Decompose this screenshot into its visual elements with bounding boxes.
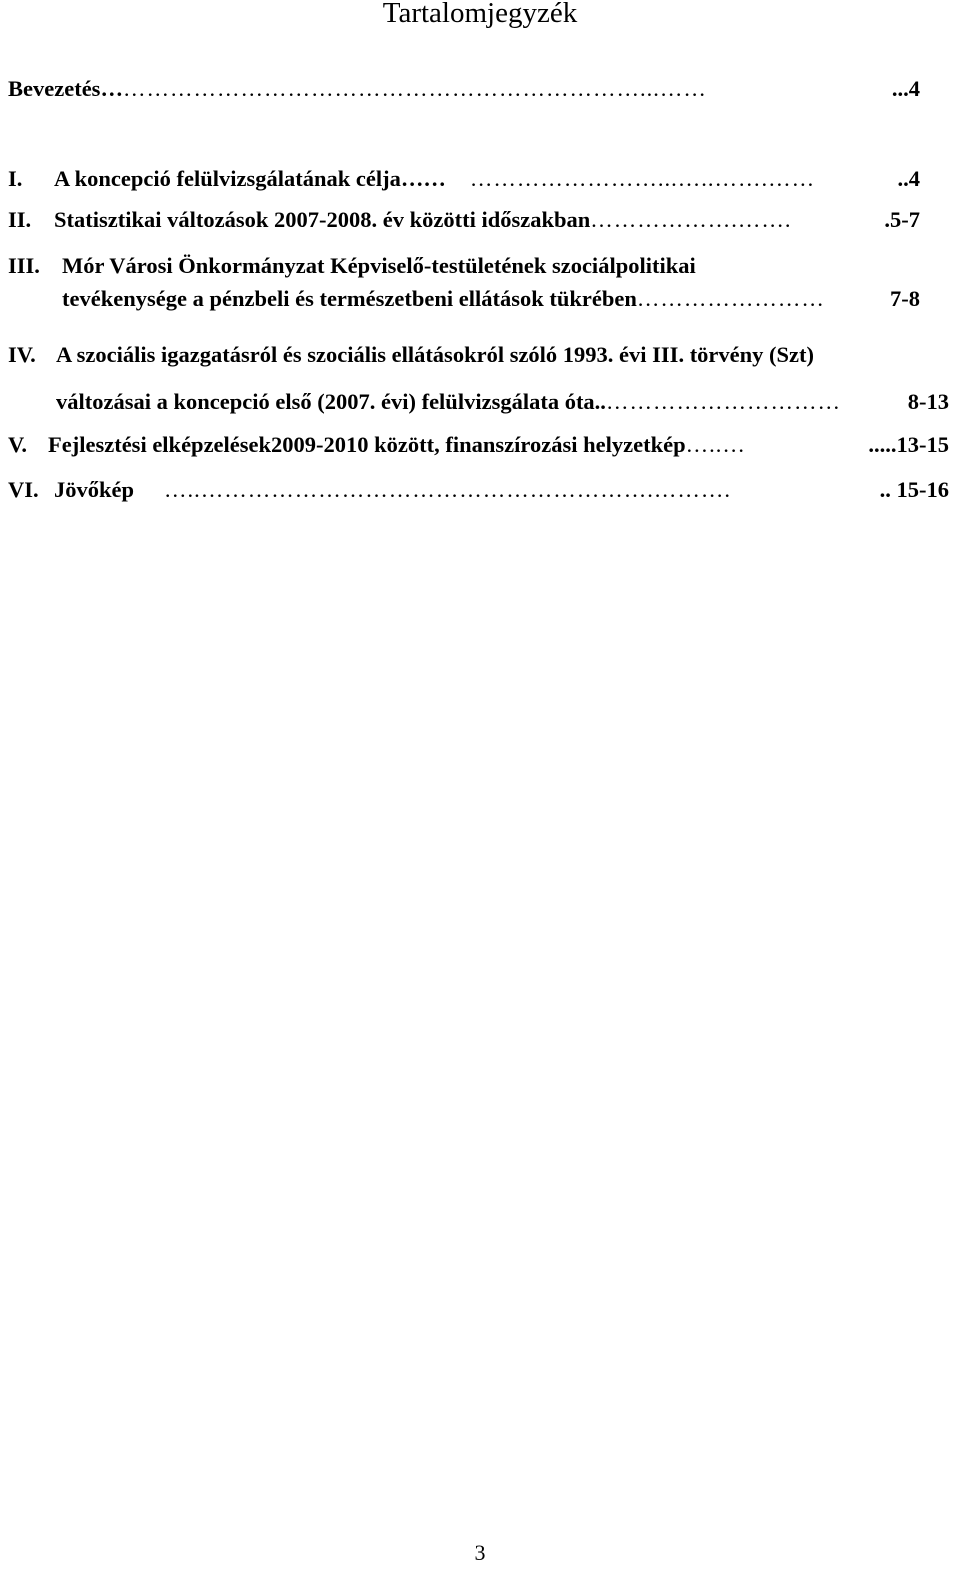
toc-entry-numeral: II. xyxy=(8,207,32,232)
toc-entry-numeral: IV. xyxy=(8,342,36,367)
toc-page-number: 8-13 xyxy=(907,389,949,414)
toc-entry-3-line-1[interactable] xyxy=(8,253,920,279)
toc-entry-4-line-1[interactable] xyxy=(8,342,949,368)
toc-leader: …………………… xyxy=(636,286,825,311)
toc-leader: ……………………...…..…….…… xyxy=(469,166,816,191)
toc-entry-text: Mór Városi Önkormányzat Képviselő-testületének szociálpolitikai xyxy=(62,253,696,278)
toc-entry-text: Statisztikai változások 2007-2008. év közötti időszakban xyxy=(54,207,591,232)
toc-entry-text-continued: tevékenysége a pénzbeli és természetbeni ellátások tükrében xyxy=(62,286,637,311)
toc-entry-introduction[interactable] xyxy=(8,76,920,102)
toc-entry-numeral: VI. xyxy=(8,477,39,502)
toc-entry-4-line-2[interactable] xyxy=(56,389,949,415)
page-title: Tartalomjegyzék xyxy=(382,0,578,29)
toc-entry-text: A szociális igazgatásról és szociális ellátásokról szóló 1993. évi III. törvény (Szt) xyxy=(56,342,815,367)
toc-leader: ……………….……. xyxy=(590,207,792,232)
toc-entry-5[interactable] xyxy=(8,432,949,458)
toc-entry-text: Jövőkép xyxy=(54,477,135,502)
toc-page-number: .5-7 xyxy=(884,207,920,232)
toc-leader: …..… xyxy=(685,432,746,457)
toc-page-number: ..4 xyxy=(897,166,920,191)
toc-entry-text: Bevezetés… xyxy=(8,76,123,101)
toc-entry-3-line-2[interactable] xyxy=(62,286,920,312)
toc-entry-6[interactable] xyxy=(8,477,949,503)
toc-page-number: .. 15-16 xyxy=(879,477,949,502)
toc-leader: …..………………………………………………….………. xyxy=(164,477,732,502)
toc-entry-text: Fejlesztési elképzelések2009-2010 között, finanszírozási helyzetkép xyxy=(48,432,686,457)
toc-entry-numeral: V. xyxy=(8,432,27,457)
toc-entry-2[interactable] xyxy=(8,207,920,233)
toc-leader: ………………………… xyxy=(605,389,841,414)
toc-entry-text-continued: változásai a koncepció első (2007. évi) felülvizsgálata óta.. xyxy=(56,389,606,414)
toc-leader: …………………………………………………………...…… xyxy=(122,76,707,101)
toc-entry-1[interactable] xyxy=(8,166,920,192)
footer-page-number: 3 xyxy=(474,1540,486,1565)
toc-entry-numeral: I. xyxy=(8,166,23,191)
toc-entry-text: A koncepció felülvizsgálatának célja…… xyxy=(54,166,446,191)
toc-entry-numeral: III. xyxy=(8,253,40,278)
toc-page-number: .....13-15 xyxy=(868,432,949,457)
toc-page-number: ...4 xyxy=(891,76,920,101)
toc-page-number: 7-8 xyxy=(890,286,920,311)
